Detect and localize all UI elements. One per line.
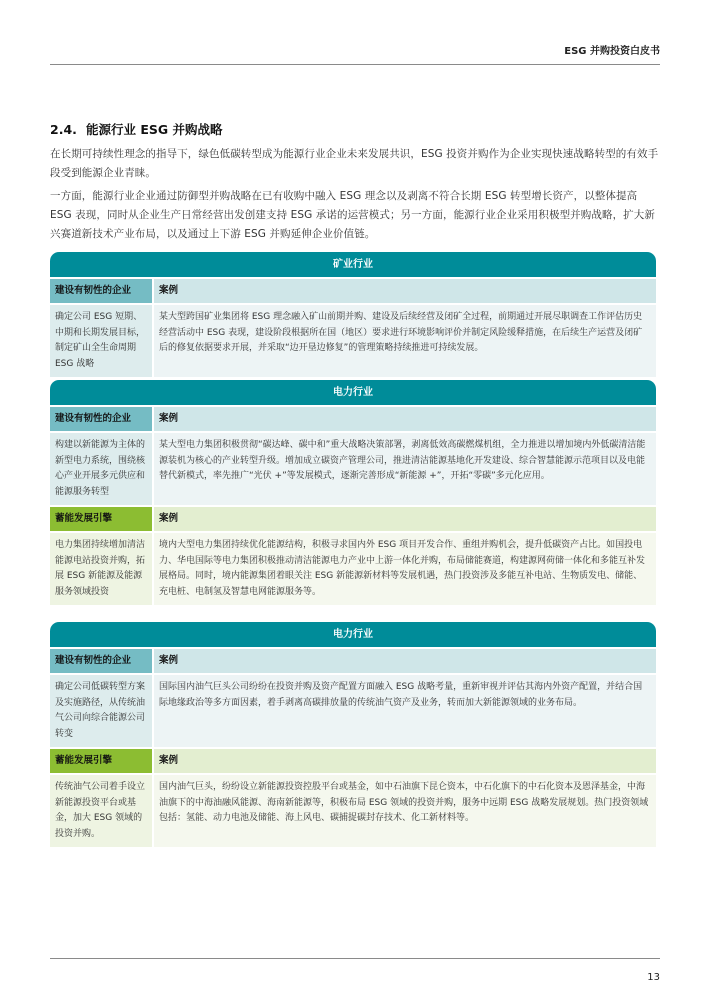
category-header: 蓄能发展引擎 (50, 507, 152, 531)
strategy-cell: 电力集团持续增加清洁能源电站投资并购，拓展 ESG 新能源及能源服务领域投资 (50, 533, 152, 605)
case-header: 案例 (154, 749, 656, 773)
oil-gas-table (50, 622, 656, 847)
case-cell: 某大型电力集团积极贯彻“碳达峰、碳中和”重大战略决策部署，剥离低效高碳燃煤机组，全力推进以增加境内外低碳清洁能源装机为核心的产业转型升级。增加成立碳资产管理公司，推进清洁能源基地化开发建设、综合智慧能源示范项目以及电能替代新模式，率先推广“光伏 +”等发展模式，逐渐完善形成“新能源 +”，开拓“零碳”多元化应用。 (154, 433, 656, 505)
table-row (50, 533, 656, 605)
case-cell: 某大型跨国矿业集团将 ESG 理念融入矿山前期并购、建设及后续经营及闭矿全过程，前期通过开展尽职调查工作评估历史经营活动中 ESG 表现，建设阶段根据所在国（地区）要求进行环境影响评价并制定风险缓释措施，在后续生产运营及闭矿后的修复依据要求开展，并采取“边开垦边修复”的管理策略持续推进可持续发展。 (154, 305, 656, 377)
table-row (50, 305, 656, 377)
intro-paragraph-2: 一方面，能源行业企业通过防御型并购战略在已有收购中融入 ESG 理念以及剥离不符合长期 ESG 转型增长资产，以整体提高 ESG 表现，同时从企业生产日常经营出发创建支持 ESG 承诺的运营模式；另一方面，能源行业企业采用积极型并购战略，扩大新兴赛道新技术产业布局，以及通过上下游 ESG 并购延伸企业价值链。 (50, 190, 655, 240)
table-header-row (50, 507, 656, 531)
category-header: 建设有韧性的企业 (50, 649, 152, 673)
case-header: 案例 (154, 649, 656, 673)
header-divider (50, 64, 660, 65)
table-header-row (50, 749, 656, 773)
table-row (50, 775, 656, 847)
strategy-cell: 传统油气公司着手设立新能源投资平台或基金，加大 ESG 领域的投资并购。 (50, 775, 152, 847)
page-number: 13 (647, 972, 660, 983)
table-title: 电力行业 (50, 380, 656, 405)
power-industry-table (50, 380, 656, 605)
strategy-cell: 确定公司 ESG 短期、中期和长期发展目标，制定矿山全生命周期 ESG 战略 (50, 305, 152, 377)
strategy-cell: 构建以新能源为主体的新型电力系统，围绕核心产业开展多元供应和能源服务转型 (50, 433, 152, 505)
case-cell: 国际国内油气巨头公司纷纷在投资并购及资产配置方面融入 ESG 战略考量，重新审视并评估其海内外资产配置，并结合国际地缘政治等多方面因素，着手剥离高碳排放量的传统油气资产及业务，转而加大新能源领域的业务布局。 (154, 675, 656, 747)
running-header-title: ESG 并购投资白皮书 (564, 46, 660, 57)
section-number: 2.4. (50, 122, 77, 137)
table-title: 电力行业 (50, 622, 656, 647)
strategy-cell: 确定公司低碳转型方案及实施路径，从传统油气公司向综合能源公司转变 (50, 675, 152, 747)
category-header: 建设有韧性的企业 (50, 279, 152, 303)
case-header: 案例 (154, 279, 656, 303)
case-cell: 国内油气巨头，纷纷设立新能源投资控股平台或基金，如中石油旗下昆仑资本，中石化旗下的中石化资本及恩泽基金，中海油旗下的中海油融风能源、海南新能源等，积极布局 ESG 领域的投资并购，服务中远期 ESG 战略发展规划。热门投资领域包括：氢能、动力电池及储能、海上风电、碳捕捉碳封存技术、化工新材料等。 (154, 775, 656, 847)
category-header: 蓄能发展引擎 (50, 749, 152, 773)
mining-industry-table (50, 252, 656, 377)
section-heading (50, 120, 223, 138)
case-cell: 境内大型电力集团持续优化能源结构，积极寻求国内外 ESG 项目开发合作、重组并购机会，提升低碳资产占比。如国投电力、华电国际等电力集团积极推动清洁能源电力产业中上游一体化并购，布局储能赛道，构建源网荷储一体化和多能互补发展格局。同时，境内能源集团着眼关注 ESG 新能源新材料等发展机遇，热门投资涉及多能互补电站、生物质发电、储能、充电桩、电制氢及智慧电网能源服务等。 (154, 533, 656, 605)
footer-divider (50, 958, 660, 959)
table-header-row (50, 279, 656, 303)
section-title: 能源行业 ESG 并购战略 (86, 122, 223, 137)
table-title: 矿业行业 (50, 252, 656, 277)
table-header-row (50, 407, 656, 431)
case-header: 案例 (154, 407, 656, 431)
case-header: 案例 (154, 507, 656, 531)
category-header: 建设有韧性的企业 (50, 407, 152, 431)
table-header-row (50, 649, 656, 673)
intro-paragraph-1: 在长期可持续性理念的指导下，绿色低碳转型成为能源行业企业未来发展共识，ESG 投资并购作为企业实现快速战略转型的有效手段受到能源企业青睐。 (50, 148, 659, 179)
table-row (50, 433, 656, 505)
table-row (50, 675, 656, 747)
